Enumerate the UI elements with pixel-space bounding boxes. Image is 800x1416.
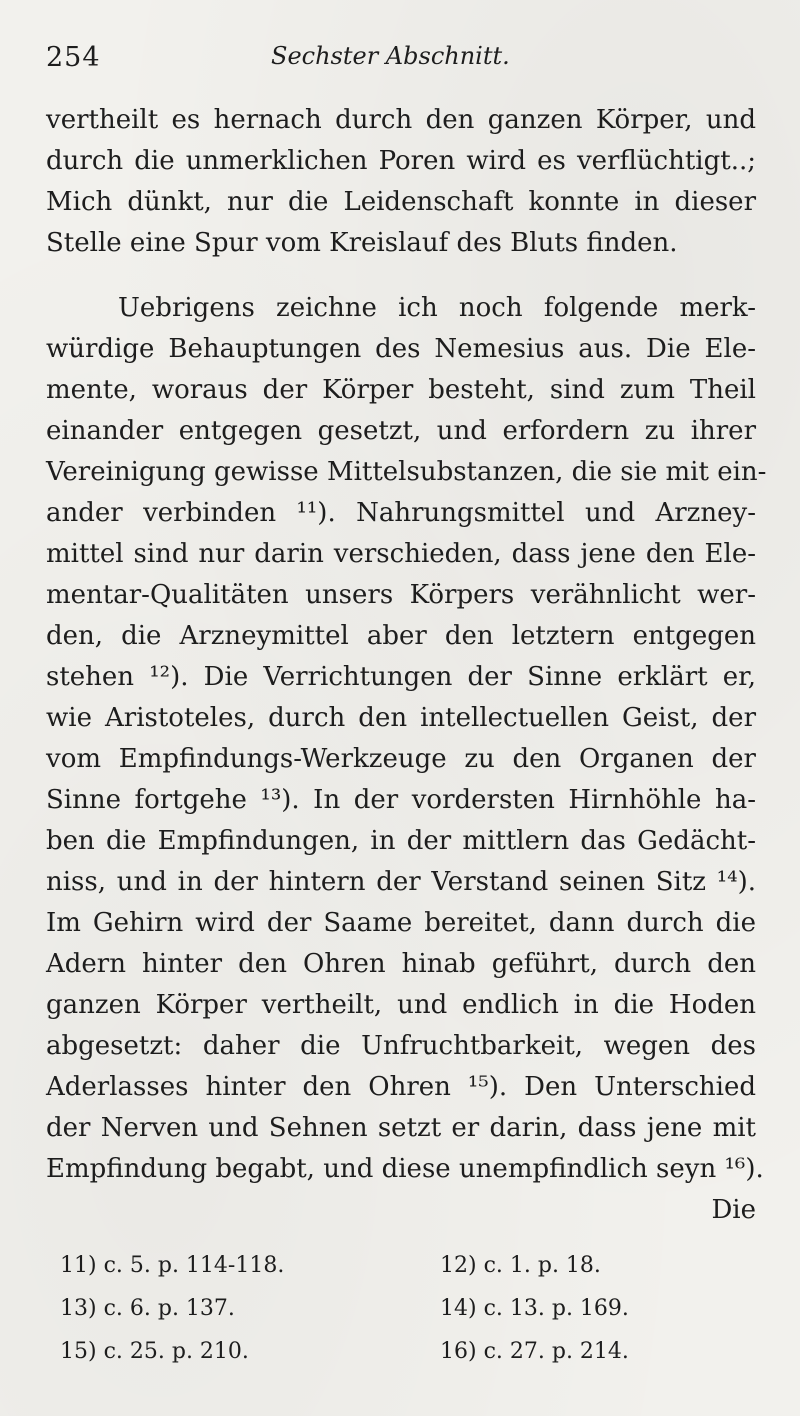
text-line: niss, und in der hintern der Verstand seinen Sitz ¹⁴). [46,867,756,897]
text-line: Sinne fortgehe ¹³). In der vordersten Hirnhöhle ha- [46,785,756,815]
text-line: Stelle eine Spur vom Kreislauf des Bluts finden. [46,228,678,258]
text-line: mente, woraus der Körper besteht, sind zum Theil [46,375,756,405]
text-line: den, die Arzneymittel aber den letztern entgegen [46,621,756,651]
text-line: abgesetzt: daher die Unfruchtbarkeit, wegen des [46,1031,756,1061]
footnote: 12) c. 1. p. 18. [440,1253,601,1278]
text-line: stehen ¹²). Die Verrichtungen der Sinne erklärt er, [46,662,756,692]
footnote: 14) c. 13. p. 169. [440,1296,629,1321]
body-text [46,100,767,1231]
text-line: Aderlasses hinter den Ohren ¹⁵). Den Unterschied [46,1072,756,1102]
footnote: 16) c. 27. p. 214. [440,1339,629,1364]
text-line: Mich dünkt, nur die Leidenschaft konnte in dieser [46,187,756,217]
text-line: wie Aristoteles, durch den intellectuellen Geist, der [46,703,756,733]
text-line: vom Empfindungs-Werkzeuge zu den Organen der [46,744,756,774]
catchword: Die [711,1195,756,1225]
footnote: 15) c. 25. p. 210. [60,1339,249,1364]
text-line: Vereinigung gewisse Mittelsubstanzen, die sie mit ein- [46,457,767,487]
footnotes [60,1244,700,1373]
text-line: vertheilt es hernach durch den ganzen Körper, und [46,105,756,135]
footnote: 13) c. 6. p. 137. [60,1296,235,1321]
footnote-row [60,1287,700,1330]
text-line: ganzen Körper vertheilt, und endlich in die Hoden [46,990,756,1020]
text-line: durch die unmerklichen Poren wird es verflüchtigt..; [46,146,756,176]
paragraph-gap [46,264,756,288]
text-line: ander verbinden ¹¹). Nahrungsmittel und Arzney- [46,498,756,528]
text-line: einander entgegen gesetzt, und erfordern zu ihrer [46,416,756,446]
footnote-row [60,1244,700,1287]
page-header [46,38,766,88]
text-line: der Nerven und Sehnen setzt er darin, dass jene mit [46,1113,756,1143]
text-line: ben die Empfindungen, in der mittlern das Gedächt- [46,826,756,856]
text-line: Uebrigens zeichne ich noch folgende merk- [118,293,756,323]
text-line: Im Gehirn wird der Saame bereitet, dann durch die [46,908,756,938]
page-number: 254 [46,42,101,73]
text-line: mentar-Qualitäten unsers Körpers verähnlicht wer- [46,580,756,610]
footnote: 11) c. 5. p. 114-118. [60,1253,285,1278]
running-head: Sechster Abschnitt. [271,42,510,70]
text-line: Empfindung begabt, und diese unempfindlich seyn ¹⁶). [46,1154,764,1184]
text-line: mittel sind nur darin verschieden, dass jene den Ele- [46,539,756,569]
text-line: würdige Behauptungen des Nemesius aus. Die Ele- [46,334,756,364]
footnote-row [60,1330,700,1373]
text-line: Adern hinter den Ohren hinab geführt, durch den [46,949,756,979]
